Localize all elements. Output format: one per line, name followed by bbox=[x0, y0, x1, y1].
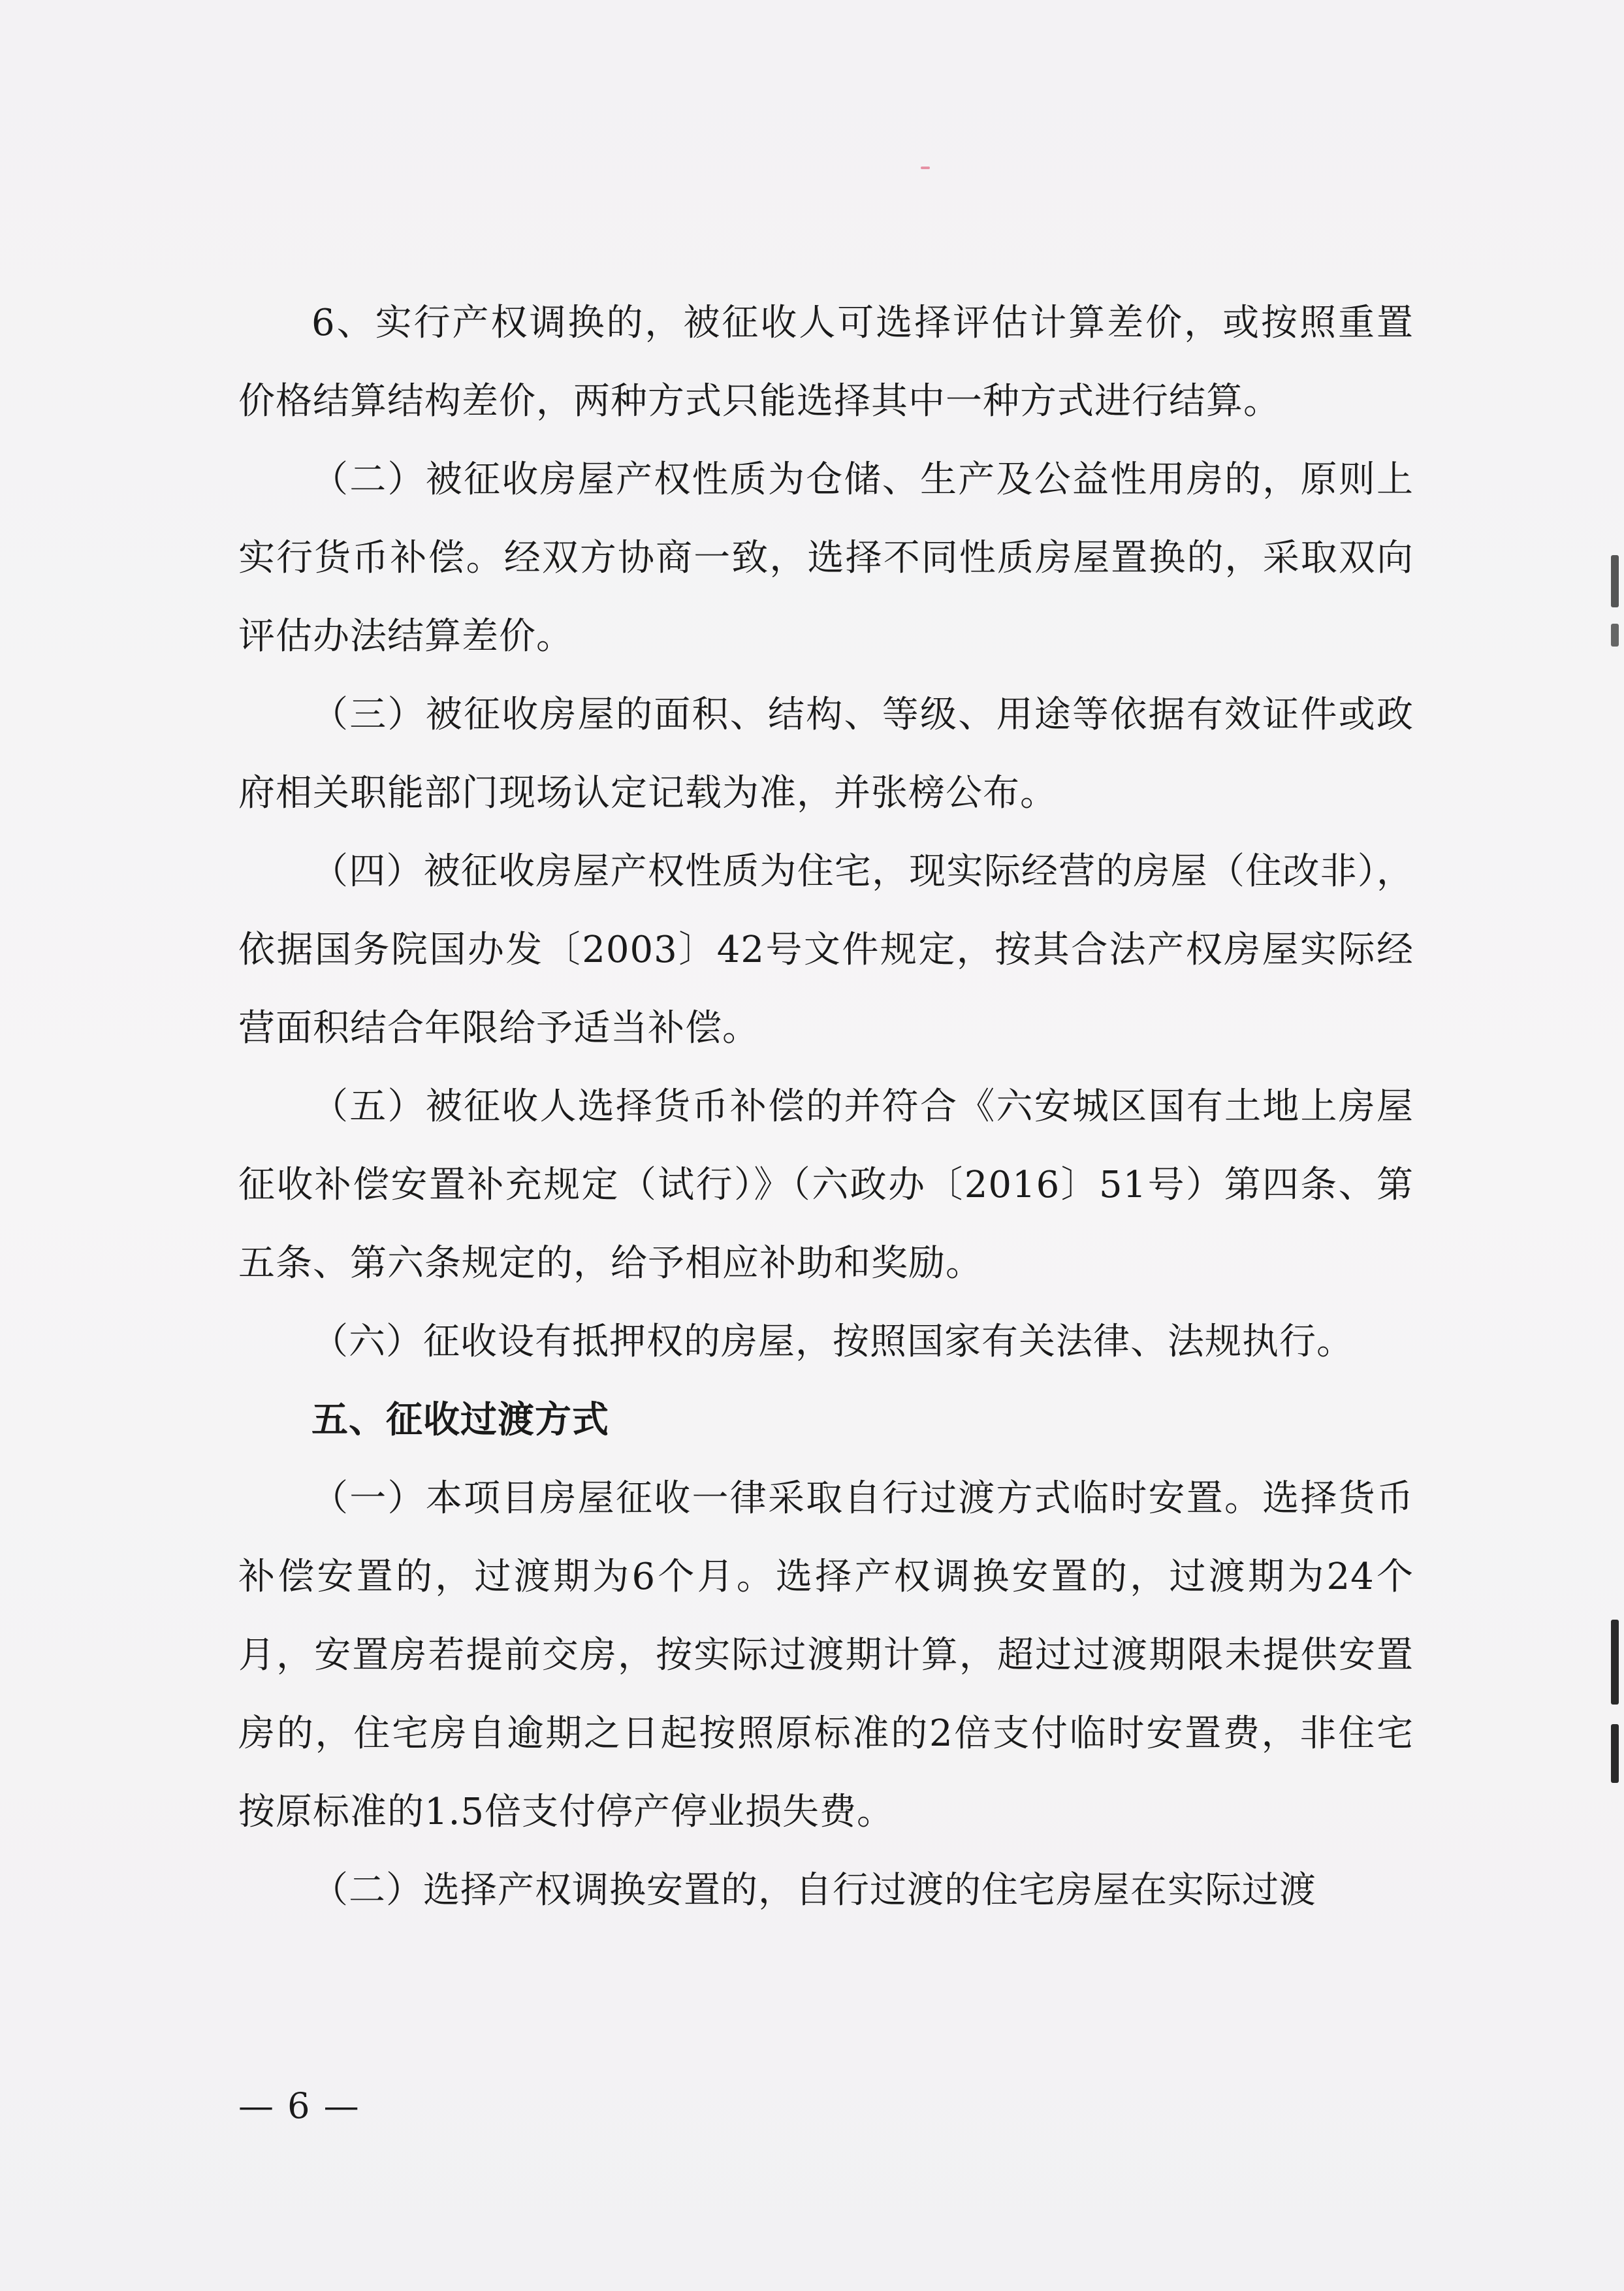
paragraph-transition-2: （二）选择产权调换安置的，自行过渡的住宅房屋在实际过渡 bbox=[311, 1869, 1316, 1912]
paragraph-item-6: 6、实行产权调换的，被征收人可选择评估计算差价，或按照重置价格结算结构差价，两种方式只能选择其中一种方式进行结算。 bbox=[238, 302, 1414, 423]
section-heading: 五、征收过渡方式 bbox=[311, 1399, 609, 1441]
paragraph-transition-1: （一）本项目房屋征收一律采取自行过渡方式临时安置。选择货币补偿安置的，过渡期为6个月。选择产权调换安置的，过渡期为24个月，安置房若提前交房，按实际过渡期计算，超过过渡期限未提供安置房的，住宅房自逾期之日起按照原标准的2倍支付临时安置费，非住宅按原标准的1.5倍支付停产停业损失费。 bbox=[238, 1477, 1414, 1833]
paragraph-section-3: （三）被征收房屋的面积、结构、等级、用途等依据有效证件或政府相关职能部门现场认定记载为准，并张榜公布。 bbox=[238, 694, 1414, 814]
page-number: — 6 — bbox=[238, 2085, 360, 2126]
edge-binding-mark bbox=[1611, 624, 1619, 647]
paragraph-section-4: （四）被征收房屋产权性质为住宅，现实际经营的房屋（住改非），依据国务院国办发〔2003〕42号文件规定，按其合法产权房屋实际经营面积结合年限给予适当补偿。 bbox=[238, 850, 1414, 1049]
paragraph-section-5: （五）被征收人选择货币补偿的并符合《六安城区国有土地上房屋征收补偿安置补充规定（试行）》（六政办〔2016〕51号）第四条、第五条、第六条规定的，给予相应补助和奖励。 bbox=[238, 1085, 1414, 1285]
edge-binding-mark bbox=[1611, 1724, 1619, 1783]
edge-binding-mark bbox=[1611, 1620, 1619, 1705]
ink-stain bbox=[921, 167, 930, 169]
paragraph-section-2: （二）被征收房屋产权性质为仓储、生产及公益性用房的，原则上实行货币补偿。经双方协商一致，选择不同性质房屋置换的，采取双向评估办法结算差价。 bbox=[238, 458, 1414, 658]
edge-binding-mark bbox=[1611, 555, 1619, 607]
paragraph-section-6: （六）征收设有抵押权的房屋，按照国家有关法律、法规执行。 bbox=[311, 1321, 1354, 1363]
document-body bbox=[238, 284, 1414, 1930]
